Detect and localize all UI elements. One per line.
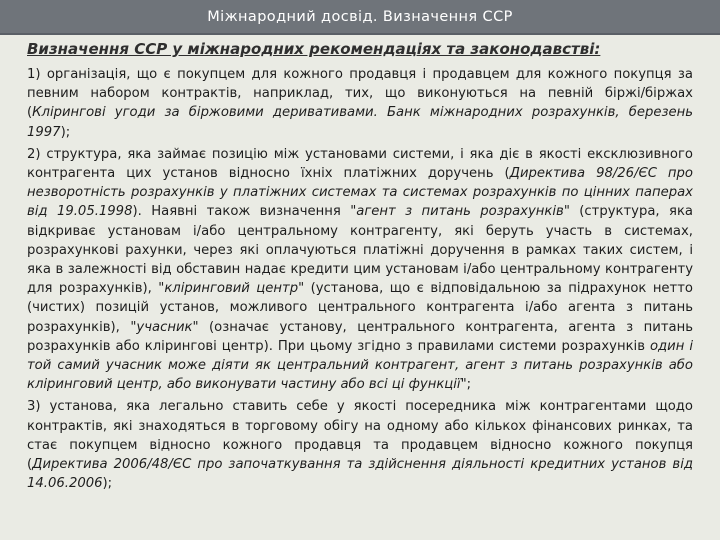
p2-text-k: "; bbox=[460, 377, 472, 393]
title-bar bbox=[0, 0, 720, 35]
p1-source: Клірингові угоди за біржовими деривативами. Банк міжнародних розрахунків, березень 1997 bbox=[27, 105, 693, 140]
section-heading: Визначення ССР у міжнародних рекомендаціях та законодавстві: bbox=[27, 40, 601, 58]
p2-text-g: " (установа, що є відповідальною за підрахунок нетто (чистих) позицій установ, можливого центрального контрагента і/або агента з питань розрахунків), " bbox=[27, 281, 693, 335]
p2-term-clearing-house: кліринговий центр bbox=[164, 281, 299, 297]
definition-paragraph-2 bbox=[27, 145, 693, 395]
p3-source: Директива 2006/48/ЄС про започаткування та здійснення діяльності кредитних установ від 14.06.2006 bbox=[27, 457, 693, 492]
p3-text-a: 3) установа, яка легально ставить себе у якості посередника між контрагентами щодо контрактів, які знаходяться в торговому обігу на одному або кількох фінансових ринках, та стає покупцем відносно кожного продавця та продавцем відносно кожного покупця ( bbox=[27, 399, 693, 473]
definition-paragraph-3 bbox=[27, 397, 693, 493]
p2-term-participant: учасник bbox=[136, 319, 193, 335]
slide-title: Міжнародний досвід. Визначення ССР bbox=[207, 8, 513, 25]
p2-text-i: " (означає установу, центрального контрагента, агента з питань розрахунків або клірингові центр). При цьому згідно з правилами системи розрахунків bbox=[27, 319, 693, 354]
p3-text-c: ); bbox=[102, 476, 113, 492]
p2-text-e: " (структура, яка відкриває установам і/або центральному контрагенту, які беруть участь в системах, розрахункові рахунки, через які оплачуються платіжні доручення в рамках таких систем, і яка в залежності від обставин надає кредити цим установам і/або центральному контрагенту для розрахунків), " bbox=[27, 204, 694, 297]
p2-rule-text: один і той самий учасник може діяти як центральний контрагент, агент з питань розрахунків або кліринговий центр, або виконувати частину або всі ці функції bbox=[27, 338, 693, 393]
p2-source: Директива 98/26/ЄС про незворотність розрахунків у платіжних системах та системах розрахунків по цінних паперах від 19.05.1998 bbox=[27, 166, 693, 220]
p1-text-c: ); bbox=[60, 124, 71, 140]
p2-text-c: ). Наявні також визначення " bbox=[132, 204, 357, 220]
p1-text-a: 1) організація, що є покупцем для кожного продавця і продавцем для кожного покупця за певним набором контрактів, наприклад, тих, що виконуються на певній біржі/біржах ( bbox=[27, 67, 693, 121]
slide-content bbox=[27, 40, 693, 496]
definition-paragraph-1 bbox=[27, 65, 693, 142]
p2-term-settlement-agent: агент з питань розрахунків bbox=[356, 204, 564, 220]
p2-text-a: 2) структура, яка займає позицію між установами системи, і яка діє в якості ексклюзивного контрагента цих установ відносно їхніх платіжних доручень ( bbox=[27, 146, 693, 182]
